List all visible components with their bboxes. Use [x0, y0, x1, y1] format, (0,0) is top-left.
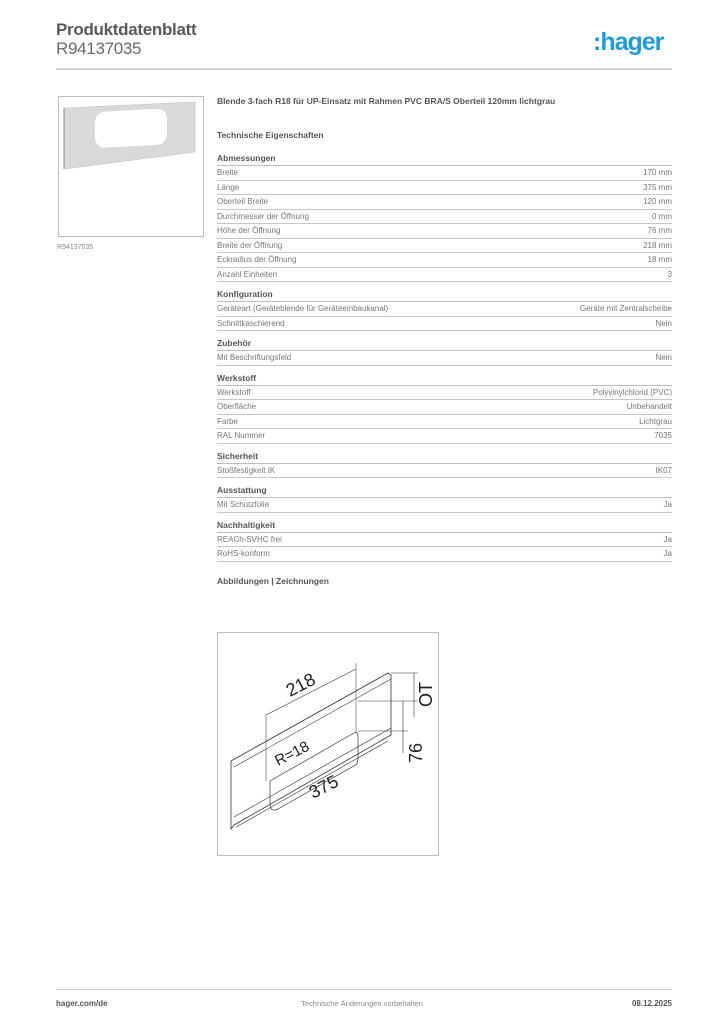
spec-value: 18 mm [647, 255, 672, 264]
spec-row [217, 268, 672, 283]
spec-row [217, 317, 672, 332]
spec-label: Länge [217, 182, 240, 192]
spec-value: 375 mm [643, 182, 672, 192]
image-caption: R94137035 [57, 244, 94, 251]
svg-text:76: 76 [406, 742, 426, 763]
spec-label: RAL Nummer [217, 431, 266, 440]
spec-label: Schnittkaschierend [217, 318, 285, 328]
spec-value: Ja [663, 500, 672, 509]
spec-value: IK07 [655, 465, 672, 475]
spec-label: Breite [217, 168, 238, 177]
spec-value: 76 mm [647, 226, 672, 235]
spec-section [217, 288, 672, 331]
footer-date: 08.12.2025 [631, 999, 672, 1008]
spec-value: 7035 [654, 431, 672, 440]
spec-sections [217, 152, 672, 562]
dimension-drawing-icon [218, 633, 438, 855]
spec-row [217, 400, 672, 415]
spec-section [217, 519, 672, 562]
spec-label: Geräteart (Geräteblende für Geräteeinbaukanal) [217, 304, 389, 313]
spec-row [217, 498, 672, 513]
section-title: Zubehör [217, 337, 672, 351]
spec-section [217, 450, 672, 479]
spec-row [217, 253, 672, 268]
svg-text:R=18: R=18 [272, 737, 313, 770]
spec-label: Farbe [217, 416, 238, 426]
spec-row [217, 224, 672, 239]
spec-section [217, 337, 672, 366]
spec-row [217, 464, 672, 479]
spec-row [217, 239, 672, 254]
spec-value: Unbehandelt [626, 402, 672, 411]
spec-content [217, 96, 672, 586]
spec-row [217, 547, 672, 562]
spec-row [217, 415, 672, 430]
spec-label: REACh-SVHC frei [217, 534, 282, 544]
spec-label: Anzahl Einheiten [217, 269, 278, 279]
document-title: Produktdatenblatt [56, 20, 197, 39]
spec-row [217, 166, 672, 181]
spec-row [217, 210, 672, 225]
spec-section [217, 372, 672, 444]
spec-value: 0 mm [652, 211, 672, 221]
technical-drawing [217, 632, 439, 856]
spec-row [217, 386, 672, 401]
spec-label: Oberteil Breite [217, 197, 269, 206]
technical-properties-heading: Technische Eigenschaften [217, 130, 324, 140]
section-title: Abmessungen [217, 152, 672, 166]
spec-value: 170 mm [643, 168, 672, 177]
spec-row [217, 429, 672, 444]
spec-value: Ja [663, 549, 672, 558]
spec-label: RoHS-konform [217, 549, 270, 558]
spec-row [217, 302, 672, 317]
product-description: Blende 3-fach R18 für UP-Einsatz mit Rahmen PVC BRA/S Oberteil 120mm lichtgrau [217, 96, 556, 106]
spec-value: Ja [663, 534, 672, 544]
spec-value: Nein [655, 353, 672, 362]
spec-label: Höhe der Öffnung [217, 226, 281, 235]
spec-label: Mit Schutzfolie [217, 500, 270, 509]
spec-label: Mit Beschriftungsfeld [217, 353, 292, 362]
hager-logo: :hager [593, 28, 664, 56]
spec-row [217, 533, 672, 548]
spec-label: Oberfläche [217, 402, 257, 411]
figures-heading: Abbildungen | Zeichnungen [217, 575, 329, 586]
section-title: Werkstoff [217, 372, 672, 386]
spec-row [217, 181, 672, 196]
spec-value: 218 mm [643, 240, 672, 250]
spec-section [217, 152, 672, 282]
spec-label: Eckradius der Öffnung [217, 255, 297, 264]
footer-notice: Technische Änderungen vorbehalten [301, 999, 423, 1008]
spec-value: Nein [655, 318, 672, 328]
svg-text:218: 218 [282, 669, 319, 701]
svg-text:375: 375 [305, 771, 342, 803]
spec-row [217, 351, 672, 366]
spec-label: Werkstoff [217, 387, 251, 397]
spec-value: 3 [667, 269, 672, 279]
spec-value: 120 mm [643, 197, 672, 206]
website-link[interactable]: hager.com/de [56, 999, 108, 1008]
spec-row [217, 195, 672, 210]
spec-value: Polyvinylchlorid (PVC) [592, 387, 672, 397]
spec-value: Lichtgrau [639, 416, 672, 426]
article-number: R94137035 [56, 39, 142, 58]
svg-text:OT: OT [416, 682, 436, 707]
spec-label: Stoßfestigkeit IK [217, 465, 276, 475]
spec-section [217, 484, 672, 513]
section-title: Ausstattung [217, 484, 672, 498]
spec-value: Geräte mit Zentralscheibe [579, 304, 672, 313]
section-title: Konfiguration [217, 288, 672, 302]
header-divider [56, 68, 672, 70]
section-title: Sicherheit [217, 450, 672, 464]
section-title: Nachhaltigkeit [217, 519, 672, 533]
product-panel-icon [59, 97, 203, 236]
spec-label: Durchmesser der Öffnung [217, 211, 309, 221]
footer-divider [56, 989, 672, 990]
spec-label: Breite der Öffnung [217, 240, 283, 250]
product-image [58, 96, 204, 237]
